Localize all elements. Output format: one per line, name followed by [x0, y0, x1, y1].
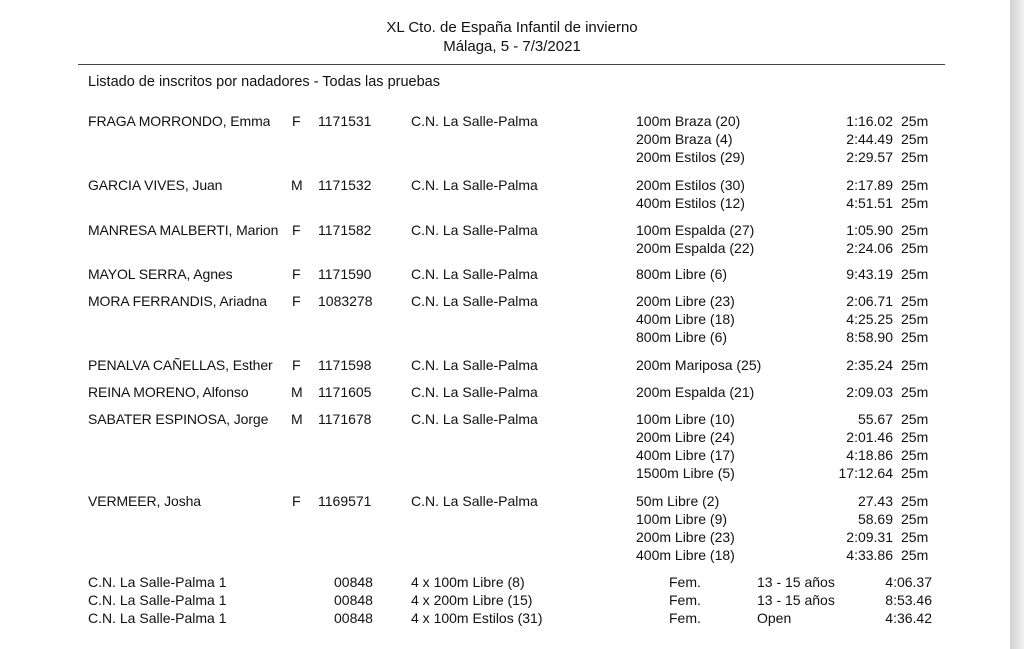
event-pool: 25m: [901, 149, 929, 166]
swimmer-license: 1171598: [318, 357, 372, 373]
relay-club: C.N. La Salle-Palma 1: [88, 574, 227, 590]
relay-sex: Fem.: [669, 574, 701, 590]
event-time: 55.67: [857, 411, 893, 427]
event-name: 200m Libre (23): [636, 529, 735, 546]
event-pool: 25m: [901, 222, 929, 238]
event-time: 4:25.25: [846, 311, 893, 328]
event-pool: 25m: [901, 547, 929, 564]
swimmer-sex: F: [292, 357, 301, 373]
event-time: 2:09.31: [846, 529, 893, 546]
event-name: 200m Estilos (30): [636, 177, 745, 193]
swimmer-club: C.N. La Salle-Palma: [411, 493, 538, 509]
event-pool: 25m: [901, 447, 929, 464]
swimmer-license: 1169571: [318, 493, 372, 509]
event-time: 2:24.06: [846, 240, 893, 257]
event-time: 2:09.03: [846, 384, 893, 400]
swimmer-name: MANRESA MALBERTI, Marion: [88, 222, 279, 238]
swimmer-sex: F: [292, 222, 301, 238]
swimmer-name: FRAGA MORRONDO, Emma: [88, 113, 271, 129]
event-name: 100m Braza (20): [636, 113, 741, 129]
event-pool: 25m: [901, 493, 929, 509]
event-name: 200m Libre (24): [636, 429, 735, 446]
event-pool: 25m: [901, 511, 929, 528]
relay-event: 4 x 100m Libre (8): [411, 574, 525, 590]
relay-code: 00848: [334, 574, 373, 590]
event-pool: 25m: [901, 131, 929, 148]
event-pool: 25m: [901, 293, 929, 309]
listing-title: Listado de inscritos por nadadores - Todas las pruebas: [88, 74, 440, 90]
event-name: 800m Libre (6): [636, 329, 728, 346]
event-name: 50m Libre (2): [636, 493, 720, 509]
relay-sex: Fem.: [669, 610, 701, 626]
relay-code: 00848: [334, 610, 373, 626]
swimmer-license: 1171590: [318, 266, 372, 282]
swimmer-sex: F: [292, 293, 301, 309]
relay-time: 4:06.37: [885, 574, 932, 590]
event-time: 4:33.86: [846, 547, 893, 564]
event-time: 1:05.90: [846, 222, 893, 238]
relay-category: 13 - 15 años: [757, 592, 835, 608]
event-pool: 25m: [901, 311, 929, 328]
swimmer-sex: M: [291, 384, 303, 400]
swimmer-club: C.N. La Salle-Palma: [411, 411, 538, 427]
header-divider: [78, 64, 945, 65]
swimmer-sex: M: [291, 411, 303, 427]
page-edge-shadow: [1010, 0, 1024, 649]
event-time: 9:43.19: [846, 266, 893, 282]
event-time: 27.43: [857, 493, 893, 509]
swimmer-license: 1171678: [318, 411, 372, 427]
relay-sex: Fem.: [669, 592, 701, 608]
relay-code: 00848: [334, 592, 373, 608]
event-pool: 25m: [901, 411, 929, 427]
event-pool: 25m: [901, 195, 929, 212]
event-time: 17:12.64: [838, 465, 893, 482]
event-name: 400m Libre (18): [636, 311, 735, 328]
event-name: 100m Libre (10): [636, 411, 735, 427]
competition-title: XL Cto. de España Infantil de invierno: [386, 19, 638, 36]
relay-category: Open: [757, 610, 792, 626]
event-name: 200m Mariposa (25): [636, 357, 762, 373]
relay-event: 4 x 200m Libre (15): [411, 592, 533, 608]
event-pool: 25m: [901, 429, 929, 446]
swimmer-name: GARCIA VIVES, Juan: [88, 177, 223, 193]
event-name: 100m Libre (9): [636, 511, 728, 528]
event-name: 1500m Libre (5): [636, 465, 735, 482]
event-name: 200m Espalda (22): [636, 240, 755, 257]
swimmer-club: C.N. La Salle-Palma: [411, 357, 538, 373]
swimmer-license: 1171531: [318, 113, 372, 129]
event-pool: 25m: [901, 357, 929, 373]
swimmer-license: 1083278: [318, 293, 373, 309]
event-time: 2:44.49: [846, 131, 893, 148]
swimmer-sex: M: [291, 177, 303, 193]
event-time: 2:29.57: [846, 149, 893, 166]
event-time: 2:17.89: [846, 177, 893, 193]
relay-category: 13 - 15 años: [757, 574, 835, 590]
event-name: 800m Libre (6): [636, 266, 728, 282]
swimmer-club: C.N. La Salle-Palma: [411, 177, 538, 193]
event-name: 200m Libre (23): [636, 293, 735, 309]
relay-event: 4 x 100m Estilos (31): [411, 610, 543, 626]
event-pool: 25m: [901, 240, 929, 257]
swimmer-license: 1171582: [318, 222, 372, 238]
swimmer-license: 1171532: [318, 177, 372, 193]
event-pool: 25m: [901, 266, 929, 282]
event-pool: 25m: [901, 384, 929, 400]
event-name: 400m Libre (17): [636, 447, 735, 464]
event-name: 400m Estilos (12): [636, 195, 745, 212]
event-pool: 25m: [901, 529, 929, 546]
event-pool: 25m: [901, 177, 929, 193]
relay-club: C.N. La Salle-Palma 1: [88, 610, 227, 626]
event-time: 4:51.51: [846, 195, 893, 212]
event-time: 2:06.71: [846, 293, 893, 309]
event-name: 200m Braza (4): [636, 131, 733, 148]
event-name: 400m Libre (18): [636, 547, 735, 564]
swimmer-name: VERMEER, Josha: [88, 493, 201, 509]
relay-club: C.N. La Salle-Palma 1: [88, 592, 227, 608]
swimmer-name: MAYOL SERRA, Agnes: [88, 266, 233, 282]
swimmer-sex: F: [292, 113, 301, 129]
relay-time: 4:36.42: [885, 610, 932, 626]
event-name: 200m Estilos (29): [636, 149, 745, 166]
event-time: 2:35.24: [846, 357, 893, 373]
swimmer-sex: F: [292, 493, 301, 509]
swimmer-name: MORA FERRANDIS, Ariadna: [88, 293, 267, 309]
event-pool: 25m: [901, 329, 929, 346]
event-time: 58.69: [857, 511, 893, 528]
event-time: 4:18.86: [846, 447, 893, 464]
swimmer-club: C.N. La Salle-Palma: [411, 266, 538, 282]
event-pool: 25m: [901, 465, 929, 482]
swimmer-club: C.N. La Salle-Palma: [411, 384, 538, 400]
competition-venue-dates: Málaga, 5 - 7/3/2021: [443, 38, 581, 55]
relay-time: 8:53.46: [885, 592, 932, 608]
swimmer-club: C.N. La Salle-Palma: [411, 293, 538, 309]
event-name: 100m Espalda (27): [636, 222, 755, 238]
event-pool: 25m: [901, 113, 929, 129]
swimmer-name: REINA MORENO, Alfonso: [88, 384, 249, 400]
swimmer-sex: F: [292, 266, 301, 282]
event-time: 8:58.90: [846, 329, 893, 346]
swimmer-license: 1171605: [318, 384, 372, 400]
event-time: 1:16.02: [846, 113, 893, 129]
swimmer-name: PENALVA CAÑELLAS, Esther: [88, 357, 273, 373]
swimmer-club: C.N. La Salle-Palma: [411, 113, 538, 129]
swimmer-name: SABATER ESPINOSA, Jorge: [88, 411, 269, 427]
event-time: 2:01.46: [846, 429, 893, 446]
swimmer-club: C.N. La Salle-Palma: [411, 222, 538, 238]
event-name: 200m Espalda (21): [636, 384, 755, 400]
